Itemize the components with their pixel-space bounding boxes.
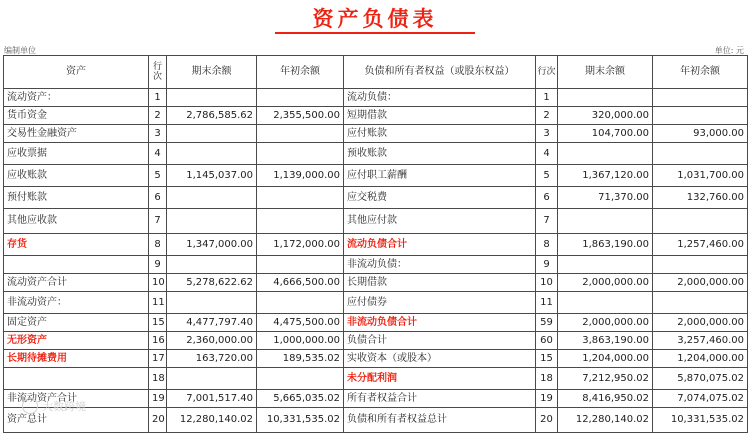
liab-begin: [653, 256, 748, 274]
asset-seq: 20: [149, 408, 167, 433]
table-row: [4, 209, 748, 234]
table-row: [4, 292, 748, 314]
liab-name: 短期借款: [344, 107, 536, 125]
table-row: [4, 274, 748, 292]
table-row: [4, 314, 748, 332]
header-seq: 行次: [149, 56, 167, 89]
asset-end: 5,278,622.62: [167, 274, 257, 292]
liab-end: [558, 89, 653, 107]
asset-name: 长期待摊费用: [4, 350, 149, 368]
asset-name: 交易性金融资产: [4, 125, 149, 143]
header-end-balance-2: 期末余额: [558, 56, 653, 89]
liab-seq: 18: [536, 368, 558, 390]
header-begin-balance: 年初余额: [257, 56, 344, 89]
liab-end: [558, 292, 653, 314]
header-liabilities: 负债和所有者权益（或股东权益）: [344, 56, 536, 89]
asset-end: [167, 256, 257, 274]
asset-name: [4, 256, 149, 274]
asset-seq: 2: [149, 107, 167, 125]
asset-end: [167, 209, 257, 234]
asset-name: 存货: [4, 234, 149, 256]
liab-end: 320,000.00: [558, 107, 653, 125]
liab-seq: 60: [536, 332, 558, 350]
liab-seq: 19: [536, 390, 558, 408]
liab-seq: 9: [536, 256, 558, 274]
asset-seq: 8: [149, 234, 167, 256]
liab-name: 其他应付款: [344, 209, 536, 234]
liab-seq: 6: [536, 187, 558, 209]
asset-seq: 9: [149, 256, 167, 274]
watermark-logo-icon: [22, 398, 38, 414]
liab-name: 应付账款: [344, 125, 536, 143]
liab-begin: [653, 209, 748, 234]
asset-end: 1,145,037.00: [167, 165, 257, 187]
asset-begin: 1,172,000.00: [257, 234, 344, 256]
watermark-text: 大数跨境: [42, 400, 86, 413]
asset-begin: [257, 89, 344, 107]
asset-name: 应收票据: [4, 143, 149, 165]
asset-begin: 2,355,500.00: [257, 107, 344, 125]
table-row: [4, 125, 748, 143]
asset-begin: [257, 209, 344, 234]
liab-seq: 3: [536, 125, 558, 143]
liab-name: 非流动负债：: [344, 256, 536, 274]
liab-end: 12,280,140.02: [558, 408, 653, 433]
table-row: [4, 390, 748, 408]
asset-name: 预付账款: [4, 187, 149, 209]
asset-seq: 6: [149, 187, 167, 209]
liab-name: 预收账款: [344, 143, 536, 165]
table-row: [4, 89, 748, 107]
header-asset: 资产: [4, 56, 149, 89]
asset-end: [167, 143, 257, 165]
asset-begin: 5,665,035.02: [257, 390, 344, 408]
asset-name: 应收账款: [4, 165, 149, 187]
asset-end: 163,720.00: [167, 350, 257, 368]
asset-seq: 16: [149, 332, 167, 350]
liab-end: 71,370.00: [558, 187, 653, 209]
asset-name: 无形资产: [4, 332, 149, 350]
asset-name: 流动资产：: [4, 89, 149, 107]
asset-seq: 11: [149, 292, 167, 314]
liab-seq: 11: [536, 292, 558, 314]
title-underline: [275, 32, 475, 34]
liab-end: [558, 256, 653, 274]
asset-begin: [257, 143, 344, 165]
header-begin-balance-2: 年初余额: [653, 56, 748, 89]
asset-name: 货币资金: [4, 107, 149, 125]
asset-name: 非流动资产合计: [4, 390, 149, 408]
liab-seq: 5: [536, 165, 558, 187]
asset-end: [167, 125, 257, 143]
liab-end: 104,700.00: [558, 125, 653, 143]
liab-begin: [653, 89, 748, 107]
liab-seq: 59: [536, 314, 558, 332]
asset-seq: 15: [149, 314, 167, 332]
liab-end: 1,204,000.00: [558, 350, 653, 368]
liab-begin: 2,000,000.00: [653, 274, 748, 292]
watermark: [22, 398, 86, 414]
liab-end: [558, 143, 653, 165]
liab-begin: 7,074,075.02: [653, 390, 748, 408]
table-row: [4, 332, 748, 350]
asset-begin: [257, 256, 344, 274]
unit-label: 单位: 元: [714, 46, 744, 55]
asset-begin: [257, 292, 344, 314]
liab-begin: 3,257,460.00: [653, 332, 748, 350]
asset-seq: 3: [149, 125, 167, 143]
asset-end: [167, 292, 257, 314]
liab-end: 7,212,950.02: [558, 368, 653, 390]
asset-seq: 19: [149, 390, 167, 408]
asset-end: [167, 368, 257, 390]
asset-seq: 1: [149, 89, 167, 107]
liab-begin: 1,031,700.00: [653, 165, 748, 187]
liab-begin: [653, 292, 748, 314]
liab-begin: 5,870,075.02: [653, 368, 748, 390]
liab-end: 3,863,190.00: [558, 332, 653, 350]
table-row: [4, 234, 748, 256]
asset-name: 其他应收款: [4, 209, 149, 234]
asset-begin: [257, 125, 344, 143]
liab-name: 长期借款: [344, 274, 536, 292]
asset-name: [4, 368, 149, 390]
liab-name: 未分配利润: [344, 368, 536, 390]
asset-end: 2,360,000.00: [167, 332, 257, 350]
asset-end: [167, 187, 257, 209]
liab-name: 所有者权益合计: [344, 390, 536, 408]
liab-begin: 10,331,535.02: [653, 408, 748, 433]
liab-name: 应交税费: [344, 187, 536, 209]
liab-end: 1,367,120.00: [558, 165, 653, 187]
asset-name: 资产总计: [4, 408, 149, 433]
liab-seq: 15: [536, 350, 558, 368]
header-seq-2: 行次: [536, 56, 558, 89]
asset-name: 固定资产: [4, 314, 149, 332]
asset-seq: 18: [149, 368, 167, 390]
table-row: [4, 107, 748, 125]
asset-name: 非流动资产：: [4, 292, 149, 314]
table-row: [4, 368, 748, 390]
liab-name: 应付职工薪酬: [344, 165, 536, 187]
header-end-balance: 期末余额: [167, 56, 257, 89]
liab-end: 1,863,190.00: [558, 234, 653, 256]
liab-seq: 4: [536, 143, 558, 165]
asset-seq: 4: [149, 143, 167, 165]
liab-name: 流动负债：: [344, 89, 536, 107]
liab-begin: 2,000,000.00: [653, 314, 748, 332]
asset-seq: 7: [149, 209, 167, 234]
asset-end: 2,786,585.62: [167, 107, 257, 125]
table-row: [4, 256, 748, 274]
asset-begin: 1,000,000.00: [257, 332, 344, 350]
liab-name: 负债合计: [344, 332, 536, 350]
liab-end: [558, 209, 653, 234]
asset-begin: 1,139,000.00: [257, 165, 344, 187]
liab-name: 应付债券: [344, 292, 536, 314]
liab-seq: 1: [536, 89, 558, 107]
liab-seq: 2: [536, 107, 558, 125]
header-row: [4, 56, 748, 89]
asset-begin: [257, 368, 344, 390]
liab-begin: [653, 107, 748, 125]
liab-end: 2,000,000.00: [558, 274, 653, 292]
liab-begin: 93,000.00: [653, 125, 748, 143]
liab-name: 负债和所有者权益总计: [344, 408, 536, 433]
asset-begin: 4,475,500.00: [257, 314, 344, 332]
liab-seq: 20: [536, 408, 558, 433]
liab-begin: 1,257,460.00: [653, 234, 748, 256]
liab-end: 2,000,000.00: [558, 314, 653, 332]
liab-begin: 132,760.00: [653, 187, 748, 209]
asset-begin: 4,666,500.00: [257, 274, 344, 292]
asset-end: 12,280,140.02: [167, 408, 257, 433]
liab-seq: 10: [536, 274, 558, 292]
liab-seq: 8: [536, 234, 558, 256]
liab-seq: 7: [536, 209, 558, 234]
asset-begin: 10,331,535.02: [257, 408, 344, 433]
table-row: [4, 165, 748, 187]
asset-begin: 189,535.02: [257, 350, 344, 368]
balance-sheet-table: [3, 55, 748, 433]
liab-begin: 1,204,000.00: [653, 350, 748, 368]
liab-end: 8,416,950.02: [558, 390, 653, 408]
asset-end: [167, 89, 257, 107]
asset-end: 4,477,797.40: [167, 314, 257, 332]
asset-seq: 17: [149, 350, 167, 368]
table-row: [4, 350, 748, 368]
liab-name: 流动负债合计: [344, 234, 536, 256]
preparer-label: 编制单位: [4, 46, 36, 55]
table-row: [4, 408, 748, 433]
liab-name: 非流动负债合计: [344, 314, 536, 332]
asset-seq: 10: [149, 274, 167, 292]
asset-seq: 5: [149, 165, 167, 187]
asset-end: 1,347,000.00: [167, 234, 257, 256]
liab-begin: [653, 143, 748, 165]
table-row: [4, 187, 748, 209]
asset-end: 7,001,517.40: [167, 390, 257, 408]
liab-name: 实收资本（或股本）: [344, 350, 536, 368]
asset-name: 流动资产合计: [4, 274, 149, 292]
page-title: 资产负债表: [312, 7, 438, 31]
table-row: [4, 143, 748, 165]
asset-begin: [257, 187, 344, 209]
